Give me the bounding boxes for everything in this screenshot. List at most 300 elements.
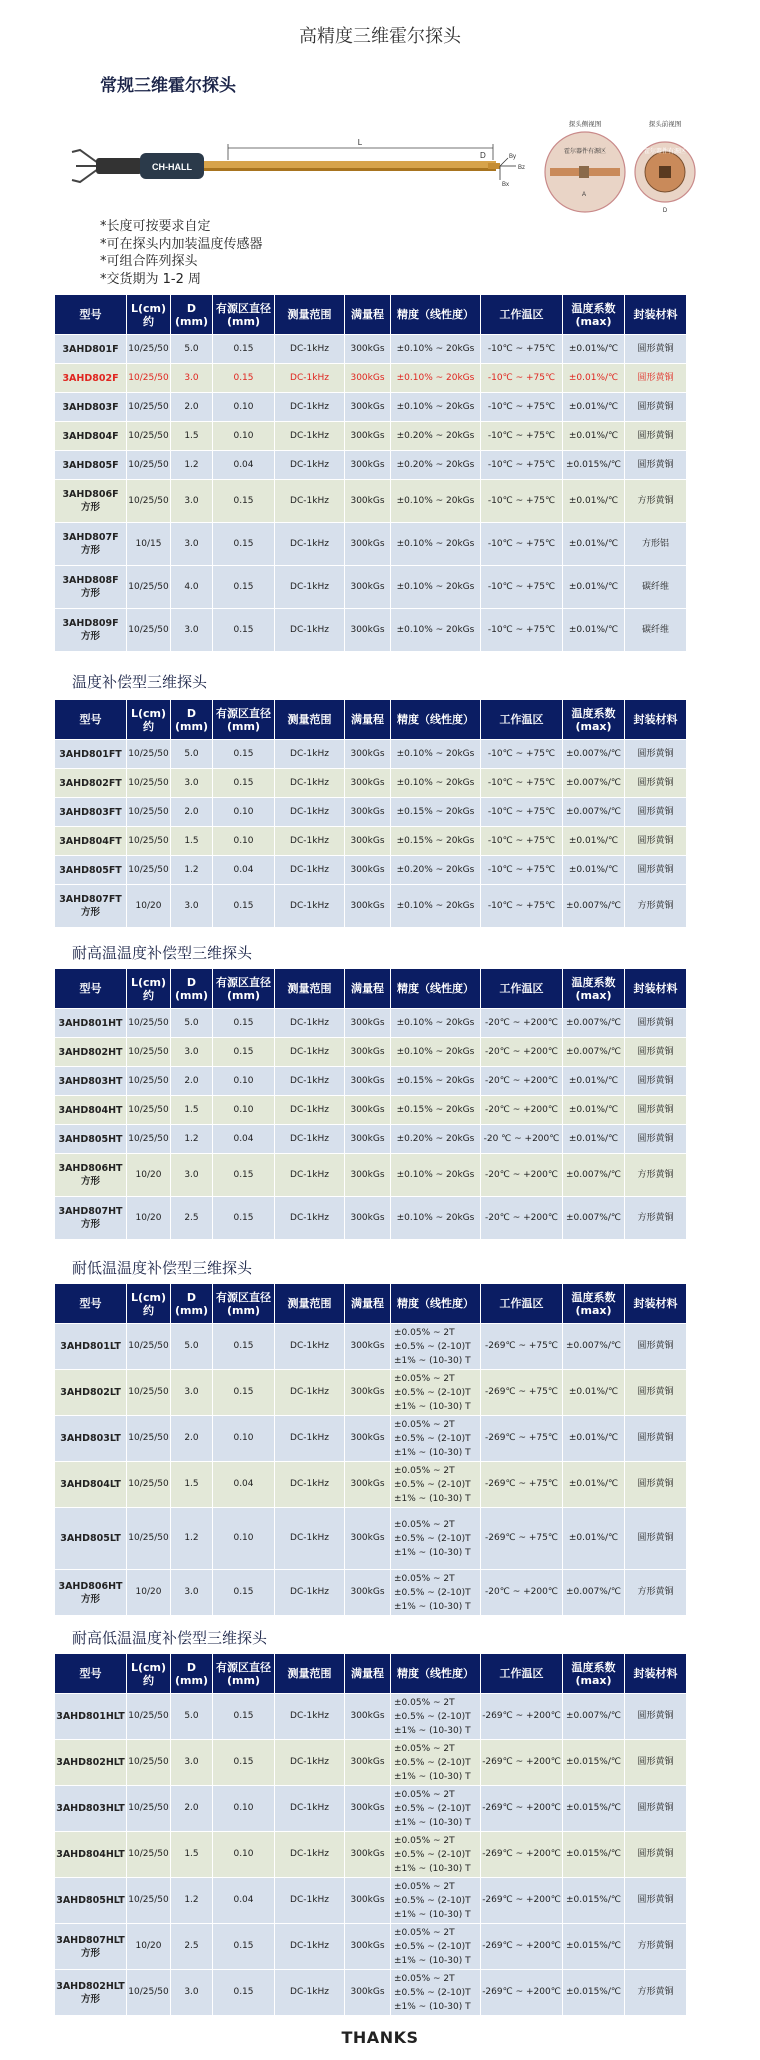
accuracy-cell: ±0.05% ~ 2T ±0.5% ~ (2-10)T ±1% ~ (10-30) T bbox=[391, 1324, 481, 1370]
side-view-sensor bbox=[579, 166, 589, 178]
package-cell: 碳纤维 bbox=[625, 566, 687, 609]
column-header: 工作温区 bbox=[481, 1284, 563, 1324]
table-row bbox=[55, 1416, 687, 1462]
model-cell: 3AHD804FT bbox=[55, 827, 127, 856]
accuracy-cell: ±0.05% ~ 2T ±0.5% ~ (2-10)T ±1% ~ (10-30) T bbox=[391, 1878, 481, 1924]
column-header: 型号 bbox=[55, 295, 127, 335]
accuracy-cell: ±0.05% ~ 2T ±0.5% ~ (2-10)T ±1% ~ (10-30) T bbox=[391, 1416, 481, 1462]
length-cell: 10/15 bbox=[127, 523, 171, 566]
diameter-cell: 2.0 bbox=[171, 393, 213, 422]
column-header: 温度系数 (max) bbox=[563, 700, 625, 740]
spec-table-standard bbox=[54, 294, 687, 652]
side-view-dim-a: A bbox=[581, 192, 587, 198]
package-cell: 圆形黄铜 bbox=[625, 422, 687, 451]
range-cell: DC-1kHz bbox=[275, 1125, 345, 1154]
full-scale-cell: 300kGs bbox=[345, 1508, 391, 1570]
model-cell: 3AHD804HLT bbox=[55, 1832, 127, 1878]
full-scale-cell: 300kGs bbox=[345, 1125, 391, 1154]
model-cell: 3AHD802F bbox=[55, 364, 127, 393]
range-cell: DC-1kHz bbox=[275, 335, 345, 364]
model-cell: 3AHD807HT 方形 bbox=[55, 1197, 127, 1240]
temp-coef-cell: ±0.015%/℃ bbox=[563, 1786, 625, 1832]
table-row bbox=[55, 1462, 687, 1508]
package-cell: 圆形黄铜 bbox=[625, 1832, 687, 1878]
full-scale-cell: 300kGs bbox=[345, 1786, 391, 1832]
model-cell: 3AHD805HT bbox=[55, 1125, 127, 1154]
range-cell: DC-1kHz bbox=[275, 1154, 345, 1197]
active-area-cell: 0.15 bbox=[213, 769, 275, 798]
temp-coef-cell: ±0.007%/℃ bbox=[563, 1570, 625, 1616]
accuracy-cell: ±0.10% ~ 20kGs bbox=[391, 480, 481, 523]
accuracy-cell: ±0.05% ~ 2T ±0.5% ~ (2-10)T ±1% ~ (10-30) T bbox=[391, 1832, 481, 1878]
probe-rod-shadow bbox=[204, 168, 496, 171]
full-scale-cell: 300kGs bbox=[345, 1067, 391, 1096]
model-cell: 3AHD801FT bbox=[55, 740, 127, 769]
package-cell: 圆形黄铜 bbox=[625, 335, 687, 364]
model-cell: 3AHD802FT bbox=[55, 769, 127, 798]
accuracy-cell: ±0.20% ~ 20kGs bbox=[391, 856, 481, 885]
column-header: 精度（线性度） bbox=[391, 969, 481, 1009]
diameter-cell: 3.0 bbox=[171, 769, 213, 798]
accuracy-cell: ±0.10% ~ 20kGs bbox=[391, 1197, 481, 1240]
axis-label-bx: Bx bbox=[502, 182, 510, 188]
temp-range-cell: -269℃ ~ +200℃ bbox=[481, 1740, 563, 1786]
length-cell: 10/25/50 bbox=[127, 609, 171, 652]
temp-range-cell: -20 ℃ ~ +200℃ bbox=[481, 1125, 563, 1154]
table-row bbox=[55, 1508, 687, 1570]
range-cell: DC-1kHz bbox=[275, 451, 345, 480]
table-row bbox=[55, 1786, 687, 1832]
length-cell: 10/25/50 bbox=[127, 1038, 171, 1067]
table-row bbox=[55, 1197, 687, 1240]
length-cell: 10/25/50 bbox=[127, 451, 171, 480]
diameter-cell: 2.5 bbox=[171, 1924, 213, 1970]
accuracy-cell: ±0.05% ~ 2T ±0.5% ~ (2-10)T ±1% ~ (10-30) T bbox=[391, 1508, 481, 1570]
length-cell: 10/25/50 bbox=[127, 1125, 171, 1154]
note-item: *交货期为 1-2 周 bbox=[100, 271, 201, 287]
accuracy-cell: ±0.10% ~ 20kGs bbox=[391, 1038, 481, 1067]
length-cell: 10/25/50 bbox=[127, 566, 171, 609]
range-cell: DC-1kHz bbox=[275, 1324, 345, 1370]
range-cell: DC-1kHz bbox=[275, 1832, 345, 1878]
active-area-cell: 0.10 bbox=[213, 798, 275, 827]
package-cell: 圆形黄铜 bbox=[625, 1694, 687, 1740]
active-area-cell: 0.10 bbox=[213, 1508, 275, 1570]
side-view-sensor-label: 霍尔器件有源区 bbox=[563, 149, 607, 155]
table-row bbox=[55, 1924, 687, 1970]
column-header: D (mm) bbox=[171, 969, 213, 1009]
active-area-cell: 0.15 bbox=[213, 1370, 275, 1416]
temp-range-cell: -269℃ ~ +75℃ bbox=[481, 1416, 563, 1462]
front-view-sensor-label: 霍尔器件有源区 bbox=[643, 149, 687, 155]
temp-range-cell: -269℃ ~ +200℃ bbox=[481, 1786, 563, 1832]
temp-range-cell: -10℃ ~ +75℃ bbox=[481, 422, 563, 451]
temp-coef-cell: ±0.01%/℃ bbox=[563, 1462, 625, 1508]
column-header: 测量范围 bbox=[275, 295, 345, 335]
column-header: 工作温区 bbox=[481, 1654, 563, 1694]
active-area-cell: 0.15 bbox=[213, 1740, 275, 1786]
model-cell: 3AHD804HT bbox=[55, 1096, 127, 1125]
column-header: 有源区直径 (mm) bbox=[213, 1284, 275, 1324]
full-scale-cell: 300kGs bbox=[345, 422, 391, 451]
table-row bbox=[55, 1370, 687, 1416]
accuracy-cell: ±0.05% ~ 2T ±0.5% ~ (2-10)T ±1% ~ (10-30) T bbox=[391, 1570, 481, 1616]
accuracy-cell: ±0.10% ~ 20kGs bbox=[391, 523, 481, 566]
full-scale-cell: 300kGs bbox=[345, 393, 391, 422]
active-area-cell: 0.10 bbox=[213, 1832, 275, 1878]
diameter-cell: 1.5 bbox=[171, 422, 213, 451]
active-area-cell: 0.15 bbox=[213, 1970, 275, 2016]
column-header: 测量范围 bbox=[275, 969, 345, 1009]
column-header: 型号 bbox=[55, 1654, 127, 1694]
table-title-lt: 耐低温温度补偿型三维探头 bbox=[72, 1259, 253, 1277]
full-scale-cell: 300kGs bbox=[345, 885, 391, 928]
package-cell: 圆形黄铜 bbox=[625, 856, 687, 885]
package-cell: 方形黄铜 bbox=[625, 1924, 687, 1970]
probe-diagram bbox=[68, 108, 698, 228]
table-row bbox=[55, 798, 687, 827]
accuracy-cell: ±0.10% ~ 20kGs bbox=[391, 740, 481, 769]
full-scale-cell: 300kGs bbox=[345, 1740, 391, 1786]
full-scale-cell: 300kGs bbox=[345, 1324, 391, 1370]
package-cell: 方形黄铜 bbox=[625, 1970, 687, 2016]
package-cell: 圆形黄铜 bbox=[625, 1096, 687, 1125]
column-header: 满量程 bbox=[345, 700, 391, 740]
table-row bbox=[55, 1154, 687, 1197]
temp-coef-cell: ±0.01%/℃ bbox=[563, 364, 625, 393]
package-cell: 方形黄铜 bbox=[625, 480, 687, 523]
column-header: 精度（线性度） bbox=[391, 700, 481, 740]
diameter-cell: 3.0 bbox=[171, 1154, 213, 1197]
length-cell: 10/25/50 bbox=[127, 740, 171, 769]
model-cell: 3AHD802HLT 方形 bbox=[55, 1970, 127, 2016]
temp-coef-cell: ±0.015%/℃ bbox=[563, 1970, 625, 2016]
temp-range-cell: -10℃ ~ +75℃ bbox=[481, 740, 563, 769]
temp-range-cell: -269℃ ~ +200℃ bbox=[481, 1970, 563, 2016]
range-cell: DC-1kHz bbox=[275, 1924, 345, 1970]
active-area-cell: 0.10 bbox=[213, 393, 275, 422]
full-scale-cell: 300kGs bbox=[345, 1096, 391, 1125]
column-header: 型号 bbox=[55, 969, 127, 1009]
front-view-sensor bbox=[659, 166, 671, 178]
package-cell: 圆形黄铜 bbox=[625, 1786, 687, 1832]
active-area-cell: 0.04 bbox=[213, 1125, 275, 1154]
full-scale-cell: 300kGs bbox=[345, 480, 391, 523]
model-cell: 3AHD806HT 方形 bbox=[55, 1154, 127, 1197]
column-header: 满量程 bbox=[345, 1654, 391, 1694]
model-cell: 3AHD809F 方形 bbox=[55, 609, 127, 652]
length-cell: 10/25/50 bbox=[127, 1009, 171, 1038]
temp-range-cell: -10℃ ~ +75℃ bbox=[481, 856, 563, 885]
table-row bbox=[55, 769, 687, 798]
length-cell: 10/25/50 bbox=[127, 1508, 171, 1570]
full-scale-cell: 300kGs bbox=[345, 1462, 391, 1508]
accuracy-cell: ±0.05% ~ 2T ±0.5% ~ (2-10)T ±1% ~ (10-30) T bbox=[391, 1740, 481, 1786]
length-cell: 10/25/50 bbox=[127, 769, 171, 798]
range-cell: DC-1kHz bbox=[275, 1067, 345, 1096]
temp-coef-cell: ±0.01%/℃ bbox=[563, 1125, 625, 1154]
cable-sleeve bbox=[96, 158, 142, 174]
length-cell: 10/25/50 bbox=[127, 1878, 171, 1924]
active-area-cell: 0.04 bbox=[213, 1462, 275, 1508]
active-area-cell: 0.15 bbox=[213, 1009, 275, 1038]
table-row bbox=[55, 480, 687, 523]
length-cell: 10/25/50 bbox=[127, 856, 171, 885]
table-row bbox=[55, 393, 687, 422]
column-header: 封装材料 bbox=[625, 1654, 687, 1694]
table-title-hlt: 耐高低温温度补偿型三维探头 bbox=[72, 1629, 268, 1647]
diameter-cell: 3.0 bbox=[171, 1038, 213, 1067]
temp-coef-cell: ±0.01%/℃ bbox=[563, 422, 625, 451]
active-area-cell: 0.15 bbox=[213, 1038, 275, 1067]
table-row bbox=[55, 1324, 687, 1370]
diameter-cell: 5.0 bbox=[171, 1009, 213, 1038]
active-area-cell: 0.15 bbox=[213, 1324, 275, 1370]
column-header: 封装材料 bbox=[625, 295, 687, 335]
range-cell: DC-1kHz bbox=[275, 1570, 345, 1616]
temp-range-cell: -10℃ ~ +75℃ bbox=[481, 885, 563, 928]
accuracy-cell: ±0.10% ~ 20kGs bbox=[391, 609, 481, 652]
active-area-cell: 0.15 bbox=[213, 566, 275, 609]
column-header: 有源区直径 (mm) bbox=[213, 1654, 275, 1694]
length-cell: 10/20 bbox=[127, 1154, 171, 1197]
full-scale-cell: 300kGs bbox=[345, 566, 391, 609]
full-scale-cell: 300kGs bbox=[345, 798, 391, 827]
model-cell: 3AHD801HT bbox=[55, 1009, 127, 1038]
column-header: 封装材料 bbox=[625, 700, 687, 740]
temp-range-cell: -20℃ ~ +200℃ bbox=[481, 1096, 563, 1125]
probe-tip bbox=[488, 163, 500, 169]
column-header: 温度系数 (max) bbox=[563, 1284, 625, 1324]
column-header: D (mm) bbox=[171, 1284, 213, 1324]
length-cell: 10/25/50 bbox=[127, 1067, 171, 1096]
package-cell: 圆形黄铜 bbox=[625, 1370, 687, 1416]
diameter-cell: 3.0 bbox=[171, 1570, 213, 1616]
temp-coef-cell: ±0.015%/℃ bbox=[563, 1878, 625, 1924]
dim-L-label: L bbox=[357, 138, 363, 147]
model-cell: 3AHD805HLT bbox=[55, 1878, 127, 1924]
range-cell: DC-1kHz bbox=[275, 1370, 345, 1416]
temp-coef-cell: ±0.007%/℃ bbox=[563, 1154, 625, 1197]
active-area-cell: 0.15 bbox=[213, 609, 275, 652]
temp-range-cell: -269℃ ~ +200℃ bbox=[481, 1694, 563, 1740]
accuracy-cell: ±0.05% ~ 2T ±0.5% ~ (2-10)T ±1% ~ (10-30) T bbox=[391, 1694, 481, 1740]
accuracy-cell: ±0.10% ~ 20kGs bbox=[391, 885, 481, 928]
length-cell: 10/25/50 bbox=[127, 1694, 171, 1740]
accuracy-cell: ±0.05% ~ 2T ±0.5% ~ (2-10)T ±1% ~ (10-30) T bbox=[391, 1462, 481, 1508]
column-header: 满量程 bbox=[345, 295, 391, 335]
front-view-dim-d: D bbox=[662, 208, 668, 214]
range-cell: DC-1kHz bbox=[275, 856, 345, 885]
package-cell: 圆形黄铜 bbox=[625, 1125, 687, 1154]
accuracy-cell: ±0.10% ~ 20kGs bbox=[391, 364, 481, 393]
temp-range-cell: -20℃ ~ +200℃ bbox=[481, 1570, 563, 1616]
column-header: 精度（线性度） bbox=[391, 1654, 481, 1694]
accuracy-cell: ±0.05% ~ 2T ±0.5% ~ (2-10)T ±1% ~ (10-30) T bbox=[391, 1970, 481, 2016]
active-area-cell: 0.15 bbox=[213, 885, 275, 928]
table-row bbox=[55, 364, 687, 393]
package-cell: 方形黄铜 bbox=[625, 1154, 687, 1197]
model-cell: 3AHD801F bbox=[55, 335, 127, 364]
temp-coef-cell: ±0.007%/℃ bbox=[563, 1694, 625, 1740]
range-cell: DC-1kHz bbox=[275, 1786, 345, 1832]
temp-coef-cell: ±0.015%/℃ bbox=[563, 451, 625, 480]
temp-range-cell: -269℃ ~ +200℃ bbox=[481, 1924, 563, 1970]
column-header: 有源区直径 (mm) bbox=[213, 969, 275, 1009]
dim-D-label: D bbox=[480, 151, 486, 160]
length-cell: 10/25/50 bbox=[127, 1832, 171, 1878]
length-cell: 10/20 bbox=[127, 1570, 171, 1616]
temp-range-cell: -269℃ ~ +75℃ bbox=[481, 1324, 563, 1370]
model-cell: 3AHD807FT 方形 bbox=[55, 885, 127, 928]
range-cell: DC-1kHz bbox=[275, 480, 345, 523]
full-scale-cell: 300kGs bbox=[345, 1924, 391, 1970]
temp-coef-cell: ±0.01%/℃ bbox=[563, 609, 625, 652]
package-cell: 碳纤维 bbox=[625, 609, 687, 652]
table-row bbox=[55, 885, 687, 928]
length-cell: 10/25/50 bbox=[127, 335, 171, 364]
full-scale-cell: 300kGs bbox=[345, 1970, 391, 2016]
front-view-title: 探头前视图 bbox=[648, 121, 682, 128]
full-scale-cell: 300kGs bbox=[345, 364, 391, 393]
active-area-cell: 0.15 bbox=[213, 1154, 275, 1197]
spec-table-ht bbox=[54, 968, 687, 1240]
length-cell: 10/25/50 bbox=[127, 827, 171, 856]
full-scale-cell: 300kGs bbox=[345, 1694, 391, 1740]
accuracy-cell: ±0.15% ~ 20kGs bbox=[391, 827, 481, 856]
diameter-cell: 1.2 bbox=[171, 451, 213, 480]
package-cell: 圆形黄铜 bbox=[625, 1038, 687, 1067]
temp-range-cell: -269℃ ~ +75℃ bbox=[481, 1508, 563, 1570]
temp-coef-cell: ±0.007%/℃ bbox=[563, 1038, 625, 1067]
table-row bbox=[55, 827, 687, 856]
active-area-cell: 0.10 bbox=[213, 827, 275, 856]
table-row bbox=[55, 566, 687, 609]
temp-coef-cell: ±0.01%/℃ bbox=[563, 1067, 625, 1096]
range-cell: DC-1kHz bbox=[275, 1197, 345, 1240]
notes-list bbox=[100, 218, 263, 288]
temp-range-cell: -10℃ ~ +75℃ bbox=[481, 827, 563, 856]
diameter-cell: 1.5 bbox=[171, 1462, 213, 1508]
diameter-cell: 3.0 bbox=[171, 1370, 213, 1416]
full-scale-cell: 300kGs bbox=[345, 335, 391, 364]
temp-coef-cell: ±0.01%/℃ bbox=[563, 393, 625, 422]
package-cell: 方形黄铜 bbox=[625, 1197, 687, 1240]
model-cell: 3AHD803FT bbox=[55, 798, 127, 827]
model-cell: 3AHD803HLT bbox=[55, 1786, 127, 1832]
model-cell: 3AHD807F 方形 bbox=[55, 523, 127, 566]
full-scale-cell: 300kGs bbox=[345, 451, 391, 480]
note-item: *可组合阵列探头 bbox=[100, 254, 198, 269]
temp-range-cell: -10℃ ~ +75℃ bbox=[481, 523, 563, 566]
temp-coef-cell: ±0.007%/℃ bbox=[563, 1197, 625, 1240]
accuracy-cell: ±0.05% ~ 2T ±0.5% ~ (2-10)T ±1% ~ (10-30) T bbox=[391, 1370, 481, 1416]
table-row bbox=[55, 1740, 687, 1786]
column-header: 温度系数 (max) bbox=[563, 1654, 625, 1694]
active-area-cell: 0.15 bbox=[213, 740, 275, 769]
table-row bbox=[55, 1694, 687, 1740]
diameter-cell: 3.0 bbox=[171, 480, 213, 523]
table-row bbox=[55, 1125, 687, 1154]
accuracy-cell: ±0.20% ~ 20kGs bbox=[391, 422, 481, 451]
column-header: 满量程 bbox=[345, 1284, 391, 1324]
diameter-cell: 4.0 bbox=[171, 566, 213, 609]
length-cell: 10/25/50 bbox=[127, 364, 171, 393]
temp-range-cell: -269℃ ~ +75℃ bbox=[481, 1370, 563, 1416]
temp-range-cell: -10℃ ~ +75℃ bbox=[481, 393, 563, 422]
model-cell: 3AHD803HT bbox=[55, 1067, 127, 1096]
accuracy-cell: ±0.10% ~ 20kGs bbox=[391, 1154, 481, 1197]
length-cell: 10/25/50 bbox=[127, 422, 171, 451]
model-cell: 3AHD803LT bbox=[55, 1416, 127, 1462]
temp-range-cell: -10℃ ~ +75℃ bbox=[481, 798, 563, 827]
table-row bbox=[55, 1038, 687, 1067]
accuracy-cell: ±0.20% ~ 20kGs bbox=[391, 451, 481, 480]
temp-range-cell: -20℃ ~ +200℃ bbox=[481, 1038, 563, 1067]
active-area-cell: 0.15 bbox=[213, 1694, 275, 1740]
cable-wires bbox=[72, 150, 98, 182]
axis-arrow-y bbox=[500, 158, 508, 166]
length-cell: 10/25/50 bbox=[127, 1462, 171, 1508]
column-header: L(cm)约 bbox=[127, 295, 171, 335]
temp-range-cell: -20℃ ~ +200℃ bbox=[481, 1154, 563, 1197]
model-cell: 3AHD804LT bbox=[55, 1462, 127, 1508]
package-cell: 圆形黄铜 bbox=[625, 1462, 687, 1508]
temp-coef-cell: ±0.007%/℃ bbox=[563, 1324, 625, 1370]
temp-coef-cell: ±0.007%/℃ bbox=[563, 1009, 625, 1038]
model-cell: 3AHD804F bbox=[55, 422, 127, 451]
column-header: 有源区直径 (mm) bbox=[213, 295, 275, 335]
package-cell: 方形黄铜 bbox=[625, 1570, 687, 1616]
model-cell: 3AHD803F bbox=[55, 393, 127, 422]
package-cell: 圆形黄铜 bbox=[625, 364, 687, 393]
temp-coef-cell: ±0.007%/℃ bbox=[563, 740, 625, 769]
temp-coef-cell: ±0.01%/℃ bbox=[563, 523, 625, 566]
active-area-cell: 0.15 bbox=[213, 364, 275, 393]
model-cell: 3AHD808F 方形 bbox=[55, 566, 127, 609]
range-cell: DC-1kHz bbox=[275, 1740, 345, 1786]
note-item: *长度可按要求自定 bbox=[100, 219, 211, 234]
full-scale-cell: 300kGs bbox=[345, 1197, 391, 1240]
temp-range-cell: -10℃ ~ +75℃ bbox=[481, 769, 563, 798]
temp-range-cell: -20℃ ~ +200℃ bbox=[481, 1197, 563, 1240]
model-cell: 3AHD805FT bbox=[55, 856, 127, 885]
table-row bbox=[55, 1570, 687, 1616]
full-scale-cell: 300kGs bbox=[345, 609, 391, 652]
temp-range-cell: -20℃ ~ +200℃ bbox=[481, 1067, 563, 1096]
length-cell: 10/20 bbox=[127, 1197, 171, 1240]
model-cell: 3AHD806F 方形 bbox=[55, 480, 127, 523]
diameter-cell: 5.0 bbox=[171, 1324, 213, 1370]
length-cell: 10/25/50 bbox=[127, 480, 171, 523]
temp-coef-cell: ±0.01%/℃ bbox=[563, 856, 625, 885]
model-cell: 3AHD807HLT 方形 bbox=[55, 1924, 127, 1970]
column-header: 温度系数 (max) bbox=[563, 295, 625, 335]
table-row bbox=[55, 1878, 687, 1924]
range-cell: DC-1kHz bbox=[275, 523, 345, 566]
diameter-cell: 5.0 bbox=[171, 1694, 213, 1740]
active-area-cell: 0.10 bbox=[213, 1786, 275, 1832]
model-cell: 3AHD802LT bbox=[55, 1370, 127, 1416]
diameter-cell: 2.0 bbox=[171, 1067, 213, 1096]
package-cell: 圆形黄铜 bbox=[625, 740, 687, 769]
full-scale-cell: 300kGs bbox=[345, 1009, 391, 1038]
package-cell: 方形黄铜 bbox=[625, 885, 687, 928]
temp-range-cell: -10℃ ~ +75℃ bbox=[481, 335, 563, 364]
temp-coef-cell: ±0.01%/℃ bbox=[563, 566, 625, 609]
temp-coef-cell: ±0.01%/℃ bbox=[563, 1096, 625, 1125]
active-area-cell: 0.10 bbox=[213, 1416, 275, 1462]
